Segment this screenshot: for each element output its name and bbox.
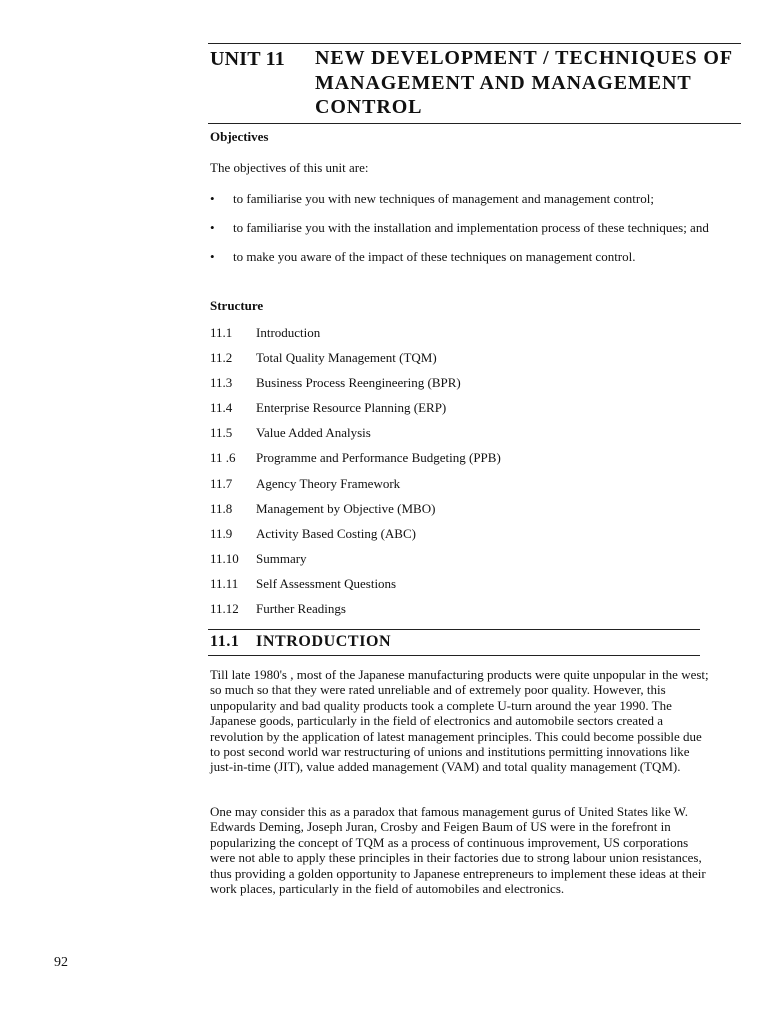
structure-item-number: 11.1: [210, 325, 233, 340]
structure-item-label: Introduction: [256, 325, 321, 340]
introduction-paragraph-2: One may consider this as a paradox that famous management gurus of United States like W. Edwards Deming, Joseph Juran, Crosby and Feigen Baum of US were in the forefront in popularizing the concept of TQM as a process of continuous improvement, US corporations were not able to apply these principles in their factories due to strong labour union resistances, thus providing a golden opportunity to Japanese entrepreneurs to implement these ideas at their work places, particularly in the field of automobiles and electronics.: [210, 804, 706, 897]
structure-item-number: 11.10: [210, 550, 239, 566]
structure-item-number: 11.8: [210, 500, 233, 516]
structure-item-number: 11.4: [210, 400, 233, 416]
unit-header-top-rule: [208, 43, 741, 44]
structure-item: [210, 551, 690, 576]
list-item: [210, 249, 710, 265]
objectives-heading: Objectives: [210, 129, 269, 144]
structure-item-number: 11.11: [210, 575, 239, 591]
unit-header: [210, 46, 740, 122]
structure-list: [210, 325, 690, 626]
structure-item: [210, 325, 690, 350]
introduction-top-rule: [208, 629, 700, 630]
page-number: 92: [54, 955, 68, 970]
structure-item-label: Self Assessment Questions: [256, 575, 397, 591]
structure-item-number: 11.3: [210, 375, 233, 391]
objectives-intro: The objectives of this unit are:: [210, 160, 369, 175]
list-item: [210, 191, 710, 207]
structure-heading: Structure: [210, 298, 264, 313]
introduction-bottom-rule: [208, 655, 700, 656]
structure-item: [210, 526, 690, 551]
bullet-icon: •: [210, 249, 215, 264]
introduction-heading: [210, 632, 391, 652]
structure-item: [210, 576, 690, 601]
structure-item-label: Enterprise Resource Planning (ERP): [256, 400, 447, 416]
introduction-heading-title: INTRODUCTION: [256, 633, 392, 650]
unit-title: NEW DEVELOPMENT / TECHNIQUES OF MANAGEMENT AND MANAGEMENT CONTROL: [315, 47, 733, 118]
unit-header-bottom-rule: [208, 123, 741, 124]
objective-text: to make you aware of the impact of these techniques on management control.: [233, 249, 636, 264]
structure-item-number: 11.5: [210, 425, 233, 441]
bullet-icon: •: [210, 191, 215, 206]
structure-item-label: Total Quality Management (TQM): [256, 350, 437, 366]
structure-item-number: 11.12: [210, 601, 239, 617]
objective-text: to familiarise you with the installation and implementation process of these techniques; and: [233, 219, 709, 235]
structure-item: [210, 425, 690, 450]
structure-item: [210, 400, 690, 425]
objective-text: to familiarise you with new techniques of management and management control;: [233, 191, 654, 206]
structure-item-label: Summary: [256, 550, 307, 566]
structure-item-label: Business Process Reengineering (BPR): [256, 375, 461, 391]
structure-item-number: 11.7: [210, 475, 233, 491]
structure-item-number: 11.2: [210, 350, 233, 366]
structure-item: [210, 450, 690, 475]
structure-item-label: Further Readings: [256, 601, 346, 617]
structure-item: [210, 601, 690, 626]
structure-item: [210, 476, 690, 501]
structure-item-label: Agency Theory Framework: [256, 475, 401, 491]
structure-item: [210, 350, 690, 375]
structure-item-label: Value Added Analysis: [256, 425, 371, 441]
structure-item-label: Management by Objective (MBO): [256, 500, 436, 516]
list-item: [210, 220, 710, 236]
unit-number: UNIT 11: [210, 48, 285, 70]
bullet-icon: •: [210, 219, 215, 235]
structure-item-number: 11 .6: [210, 450, 236, 466]
objectives-list: [210, 191, 710, 278]
structure-item: [210, 375, 690, 400]
introduction-heading-number: 11.1: [210, 633, 240, 650]
introduction-paragraph-1: Till late 1980's , most of the Japanese manufacturing products were quite unpopular in the west; so much so that they were rated unreliable and of extremely poor quality. However, this unpopularity and bad quality products took a complete U-turn around the year 1990. The Japanese goods, particularly in the field of electronics and automobile sectors created a revolution by the application of latest management principles. This could become possible due to post second world war restructuring of unions and institutions permitting innovations like just-in-time (JIT), value added management (VAM) and total quality management (TQM).: [210, 667, 709, 775]
structure-item-number: 11.9: [210, 525, 233, 541]
structure-item: [210, 501, 690, 526]
structure-item-label: Activity Based Costing (ABC): [256, 525, 416, 541]
structure-item-label: Programme and Performance Budgeting (PPB): [256, 450, 501, 466]
